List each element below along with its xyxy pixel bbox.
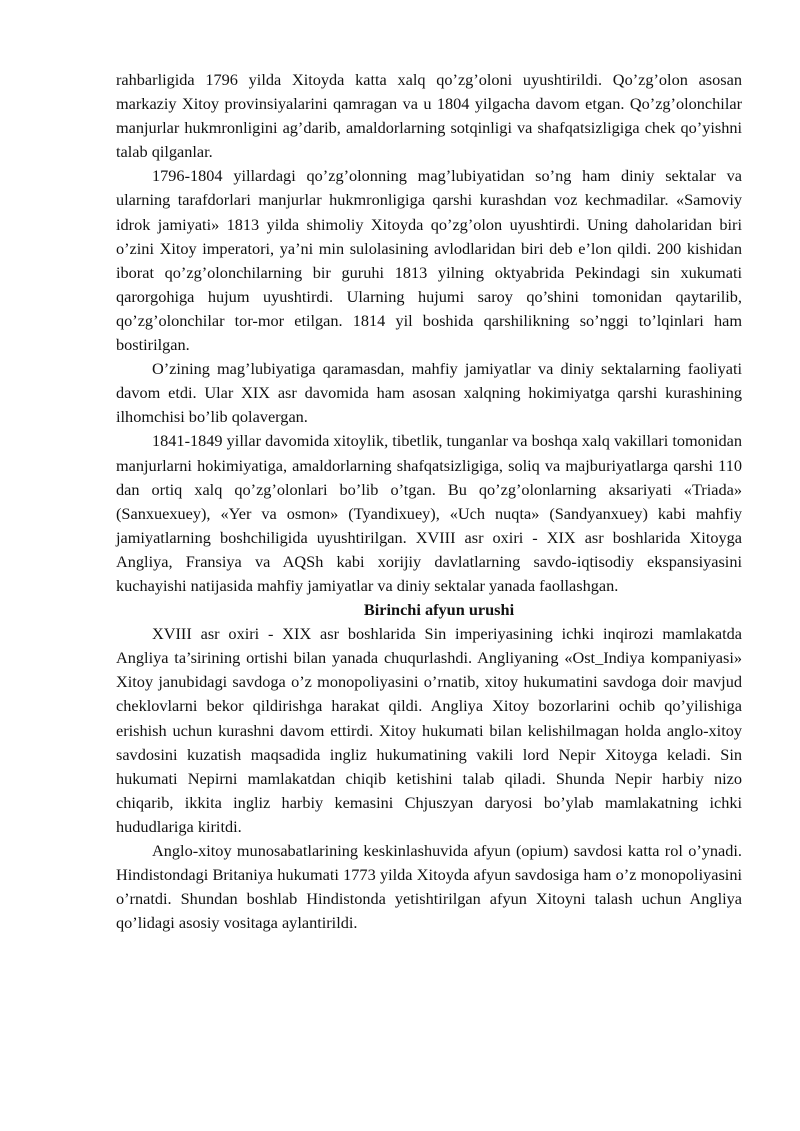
paragraph-3: O’zining mag’lubiyatiga qaramasdan, mahfiy jamiyatlar va diniy sektalarning faoliyati davom etdi. Ular XIX asr davomida ham asosan xalqning hokimiyatga qarshi kurashining ilhomchisi bo’lib qolavergan. <box>116 359 742 427</box>
paragraph-2: 1796-1804 yillardagi qo’zg’olonning mag’lubiyatidan so’ng ham diniy sektalar va ularning tarafdorlari manjurlar hukmronligiga qarshi kurashdan voz kechmadilar. «Samoviy idrok jamiyati» 1813 yilda shimoliy Xitoyda qo’zg’olon uyushtirdi. Uning daholaridan biri o’zini Xitoy imperatori, ya’ni min sulolasining avlodlaridan biri deb e’lon qildi. 200 kishidan iborat qo’zg’olonchilarning bir guruhi 1813 yilning oktyabrida Pekindagi sin xukumati qarorgohiga hujum uyushtirdi. Ularning hujumi saroy qo’shini tomonidan qaytarilib, qo’zg’olonchilar tor-mor etilgan. 1814 yil boshida qarshilikning so’nggi to’lqinlari ham bostirilgan. <box>116 166 742 355</box>
document-page <box>116 68 742 935</box>
paragraph-5: XVIII asr oxiri - XIX asr boshlarida Sin imperiyasining ichki inqirozi mamlakatda Angliya ta’sirining ortishi bilan yanada chuqurlashdi. Angliyaning «Ost_Indiya kompaniyasi» Xitoy janubidagi savdoga o’z monopoliyasini o’rnatib, xitoy hukumatini savdoga doir mavjud cheklovlarni bekor qildirishga harakat qildi. Angliya Xitoy bozorlarini ochib qo’yilishiga erishish uchun kurashni davom ettirdi. Xitoy hukumati bilan kelishilmagan holda anglo-xitoy savdosini kuzatish maqsadida ingliz hukumatining vakili lord Nepir Xitoyga keladi. Sin hukumati Nepirni mamlakatdan chiqib ketishini talab qiladi. Shunda Nepir harbiy nizo chiqarib, ikkita ingliz harbiy kemasini Chjuszyan daryosi bo’ylab mamlakatning ichki hududlariga kiritdi. <box>116 624 742 836</box>
paragraph-4: 1841-1849 yillar davomida xitoylik, tibetlik, tunganlar va boshqa xalq vakillari tomonidan manjurlarni hokimiyatiga, amaldorlarning shafqatsizligiga, soliq va majburiyatlarga qarshi 110 dan ortiq xalq qo’zg’olonlari bo’lib o’tgan. Bu qo’zg’olonlarning aksariyati «Triada» (Sanxuexuey), «Yer va osmon» (Tyandixuey), «Uch nuqta» (Sandyanxuey) kabi mahfiy jamiyatlarning boshchiligida uyushtirilgan. XVIII asr oxiri - XIX asr boshlarida Xitoyga Angliya, Fransiya va AQSh kabi xorijiy davlatlarning savdo-iqtisodiy ekspansiyasini kuchayishi natijasida mahfiy jamiyatlar va diniy sektalar yanada faollashgan. <box>116 431 742 595</box>
paragraph-6: Anglo-xitoy munosabatlarining keskinlashuvida afyun (opium) savdosi katta rol o’ynadi. Hindistondagi Britaniya hukumati 1773 yilda Xitoyda afyun savdosiga ham o’z monopoliyasini o’rnatdi. Shundan boshlab Hindistonda yetishtirilgan afyun Xitoyni talash uchun Angliya qo’lidagi asosiy vositaga aylantirildi. <box>116 841 742 933</box>
paragraph-1: rahbarligida 1796 yilda Xitoyda katta xalq qo’zg’oloni uyushtirildi. Qo’zg’olon asosan markaziy Xitoy provinsiyalarini qamragan va u 1804 yilgacha davom etgan. Qo’zg’olonchilar manjurlar hukmronligini ag’darib, amaldorlarning sotqinligi va shafqatsizligiga chek qo’yishni talab qilganlar. <box>116 70 742 162</box>
section-heading: Birinchi afyun urushi <box>363 600 515 620</box>
